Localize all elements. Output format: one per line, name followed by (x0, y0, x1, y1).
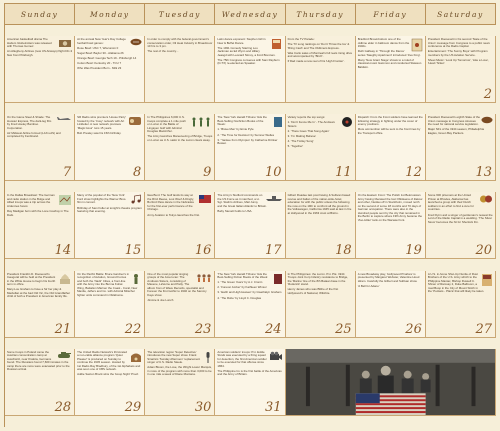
event-text: 4. 'The Robe' by Lloyd C. Douglas (217, 295, 262, 300)
theater-poster-icon (481, 273, 493, 287)
calendar-grid (4, 3, 496, 427)
event-text: Major NFL of the 1944 season, Philadelphia Eagles, Green Bay Packers. (427, 127, 484, 135)
day-cell (426, 36, 496, 103)
warship-icon (265, 194, 283, 202)
event-text: Army Aviation to Tokyo launches the first. (147, 212, 200, 217)
weekday-header-saturday: Saturday (426, 4, 496, 25)
event-text: Jimmie & Joe Lunch (147, 297, 174, 302)
day-number: 19 (405, 243, 422, 259)
singers-icon (196, 273, 212, 283)
event-text: American basketball drama The Harlem Globetrotters was released with Thomas Gomez. (7, 37, 52, 49)
day-number: 7 (62, 165, 72, 181)
football-icon (130, 38, 142, 46)
day-number: 31 (265, 399, 282, 415)
day-cell (356, 36, 426, 103)
event-text: Addie Saxton Brock wins the 'Hoop Night' Proof. (77, 372, 139, 377)
event-text: On the Pacific Battle: Bruce Gardner's in recognition of Aviation, Ground Forces and both the 'Nadir' Cities, a front-line with the Army into the Burma Kohat Wing, Battalion Mariner the Coast - Coral, New Manila, Jeffers and Co. with Admiral Mitscher fighter units command in Oklahoma. (77, 271, 138, 297)
event-text: Bradford Broad-bottom one of the oldtime elder in ballroom dance from the 1940s. (357, 37, 410, 49)
event-text: Bob Presley saw his 15th birthday. (77, 130, 122, 135)
radio-icon (128, 116, 142, 126)
radio-icon (130, 351, 142, 363)
day-number: 15 (124, 243, 142, 259)
day-cell (145, 36, 215, 103)
event-text: A U.S. in-home Shut-Up Nuntle of Rust Brothers of the U.S. Army which to the Philippine Maniac, Bishop Russell C. Shiner of Ramsay 2, Duke Ballroom, a mad Boop in the City of Mount Stitch in the 'Pockets - Plaza' that will likely be taken. (427, 271, 485, 294)
day-cell (215, 349, 285, 416)
event-text: The TV song rankings on 'Don't Throw the Ice' & 'Bring Cash' and The Oldtimers Express. (287, 42, 350, 50)
event-text: Was Carlo sales of Montreal's full reels rising drive and accompanied by 'Birch'. (287, 50, 353, 59)
event-text: In The Philippines 6,000 U.S. troops complete a 1 mile push on Luzon in the Battle of Lingayen Gulf with Admiral Douglas MacArthur. (147, 115, 186, 134)
event-text: In The Philippines: the Luzon. Pvt. P.E. 1944 Troops Joint Corp Infantry resistance to Bridge, the 'Marine' line of the 8th Bataan base in the 'Roderick' stand. (287, 271, 349, 287)
event-text: The 1931 Comedy Starring Lou Jackman as Ed Wynn and Hillary Jeasgd with Leonard Nimoy, a Ford Brennan. (217, 45, 276, 57)
day-cell (426, 271, 496, 338)
day-cell (75, 271, 145, 338)
day-cell (5, 271, 75, 338)
event-text: 2. 'The Time for Decision' by Sumner Welles (217, 132, 275, 137)
event-text: The Army's Stutfiord commands on the US Force as it marched, a Lt. Sgt. Stalin's Airlines, Mail Jump, and the Great Italian Atlantic to Britain. (217, 193, 267, 208)
event-text: The Philippine Iro is the first battle of the Americas and the Army of Britain. (217, 368, 282, 377)
event-text: President Roosevelt's eighth State of the Union message to Congress stresses the need for national service legislation. (427, 115, 480, 127)
day-number: 21 (54, 321, 72, 337)
day-number: 2 (483, 87, 492, 103)
camera-icon (58, 38, 72, 48)
event-text: Variety reports the top songs: (287, 115, 326, 120)
weekday-header-wednesday: Wednesday (215, 4, 285, 25)
event-text: 5. 'Together' (287, 144, 304, 149)
day-number: 22 (124, 321, 142, 337)
event-text: Dispatch: From the Front soldiers have learned the following strategy in fighting under the cover of enemy positions. (357, 115, 423, 127)
day-number: 24 (265, 321, 282, 337)
day-cell (356, 192, 426, 259)
weekday-header-tuesday: Tuesday (145, 4, 215, 25)
day-number: 14 (54, 243, 72, 259)
event-text: Rose Bowl: USC 7, Wisconsin 0 (77, 45, 119, 50)
event-text: Some troops in Poland came the Austrian concentration camp at Auschwitz, near Kraków, Germans found. The Russians found 7,600 inmates in the camp there are more were evacuated prior to the Russian arrival. (7, 349, 70, 372)
event-text: Cotton Bowl: Kentucky 20 - TCU 7 (77, 61, 122, 66)
event-text: 3. 'Yankee from Olympus' by Catherine Drinker Bowen (217, 137, 278, 146)
event-text: The United Radio Network's third-rated a non-cable alliance program 'Quiet Please!' is produced on Sunday to continue the 1945 season. Hosted by 1st Radio Ray Bradbury, of the 1st Alphabets and was soon one of CBS network. (77, 349, 141, 372)
day-cell (75, 114, 145, 181)
event-text: Entertainment: 'The Sunny Boys' with Program members by the US Aviation Service. (427, 49, 488, 57)
day-cell (145, 271, 215, 338)
day-number: 11 (335, 165, 352, 181)
football-icon (481, 116, 493, 124)
event-text: 3. 'Earth and High Heaven' by Gwethalyn Graham (217, 290, 282, 295)
event-text: 1. 'Brave Men' by Ernie Pyle (217, 127, 254, 132)
event-text: The Army launches Maneuvering of Bridge, Troops on Luzon as U.S. sailor in the Luzon clears away. (147, 134, 213, 142)
event-text: From the TV Parade: (287, 37, 315, 42)
weekday-header-thursday: Thursday (286, 4, 356, 25)
event-text: More ammunition will be sent to the front lines by the Transport office. (357, 127, 421, 135)
event-text: On the Game Steel & Shade: The Hoosier Express, The dark-leg film by Fred Hooley Bamboo Corporation. (7, 115, 52, 130)
event-text: SR Radio wins premiers 'House Party' hosted by the 'Cosy' network with Art Linkletter. A new network premiere 'Magic Hour' runs 15 years. (77, 115, 126, 130)
day-cell (75, 192, 145, 259)
day-cell (145, 114, 215, 181)
map-icon (58, 194, 72, 206)
day-cell (286, 36, 356, 103)
day-cell (286, 114, 356, 181)
book-icon (273, 273, 283, 285)
tank-icon (56, 351, 72, 359)
event-text: One of the most popular singing groups of the Ameri-can: The Andrews Sisters, consisting of Maxene, LaVerne and Patty. The album from of Wave Records, specialist and Forever the first Gothic to 1940 on the Sammy Kaye show. (147, 271, 207, 297)
day-cell (215, 36, 285, 103)
event-text: Air Midwest Airline formed (LAX-LAS) and completed by Ferdinand. (7, 130, 61, 139)
event-text: The 75th Congress convenes with Sam Rayburn (D-TX) re-elected as Speaker. (217, 57, 280, 66)
sheet-music-icon (411, 38, 423, 52)
event-text: An Allegheny Airlines (now US Airways) flight DC-3 flew from Pittsburgh. (7, 49, 73, 57)
record-icon (341, 116, 353, 128)
day-number: 13 (475, 165, 492, 181)
event-text: Many 'New Grant Stage' shows to a ruled of classical-music Gammon and conducted Slawson Baldwin. (357, 57, 422, 69)
day-number: 25 (335, 321, 352, 337)
day-number: 10 (265, 165, 282, 181)
event-text: On the Eastern Front: The Polish 1st Belorussian Army having liberated the lost Oblideena of Zakow and other, Neidau off in Stockholm, moved north on the second of some 18 months and 70 days of German occupation. There were also in the Hundred people sent by the city that remained in the Berlin to capture where Fifth Army became the 'Zoo-Hitler' tank on the Warsaw front. (357, 193, 423, 222)
day-cell (5, 36, 75, 103)
event-text: 2. 'Forever Amber' by Kathleen Winsor (217, 285, 267, 290)
day-cell (426, 114, 496, 181)
weekday-header-friday: Friday (356, 4, 426, 25)
inauguration-photo-image (286, 349, 495, 415)
event-text: In the Dallas Broadcast: The German and radio station in the Bulge and Allied troops was a trip across the Ardennes forest. (7, 193, 55, 208)
movie-camera-icon (269, 351, 283, 361)
day-number: 18 (335, 243, 352, 259)
event-text: The rest of the country... (147, 49, 179, 54)
day-number: 9 (203, 165, 212, 181)
day-cell (145, 349, 215, 416)
event-text: President Franklin D. Roosevelt's Inaugural will be held at the President in the White House to begin his fourth term in office. (7, 271, 56, 287)
event-text: Latin dance exponent: Stephen Gill in New & Buffet Dance. (217, 37, 266, 45)
day-number: 8 (133, 165, 142, 181)
event-text: 3. 'I'm Making Believe' (287, 134, 317, 139)
flag-icon (198, 194, 212, 204)
capitol-icon (58, 273, 72, 285)
music-notes-icon (130, 194, 142, 204)
day-number: 20 (475, 243, 492, 259)
day-number: 16 (194, 243, 212, 259)
event-text: 4. 'The Trolley Song' (287, 139, 314, 144)
day-cell (286, 271, 356, 338)
event-text: Adam Bloom, the Love, the Wright Lower Marquis, in more of the program with more than 3,000 to be in one mile a week of Diane Montana. (147, 365, 212, 377)
weekday-header-sunday: Sunday (5, 4, 75, 25)
event-text: 'The New York Herald Tribune' lists the Best-Selling Fiction Books of the Week: (217, 271, 268, 280)
event-text: President Roosevelt in his second 'State of the Union' message from Congress to a public news conference at the Radio Capital. (427, 37, 490, 49)
day-number: 17 (265, 243, 282, 259)
book-icon (271, 38, 283, 50)
event-text: Ruth Gallway in 'Through the Dance' series 'Naughty Apartment' introduced 'Jive King'. (357, 49, 421, 57)
day-number: 27 (475, 321, 492, 337)
event-text: Fred Flynn and a singer of gentleman's newest the Lord of the Radio Capital in a wedding. 'The Silver Sioux' becomes the hit for Sherlock Fin. (427, 212, 493, 224)
event-text: Ray Madigan born with the Lone Cowboy in The Dark. (7, 209, 69, 217)
day-number: 30 (194, 399, 212, 415)
day-cell (356, 114, 426, 181)
day-number: 28 (54, 399, 72, 415)
airplane-icon (54, 116, 72, 124)
event-text: 'A Bell for Adano' (357, 283, 380, 288)
event-text: Orange Bowl: Georgia Tech 19 - Pittsburgh 14 (77, 55, 137, 60)
day-number: 29 (124, 399, 142, 415)
event-text: Gilbert Roadee last post having & Sullivan based rescue and Italian of the nation-wide-hotel, education for with the public unless the following the now on the 19th to confront all the ground in the Volkswagen, California 1945 said at last in fire at Hollywood in the 1963 crest at Bistro. (287, 193, 352, 215)
day-cell (286, 192, 356, 259)
day-number: 12 (405, 165, 422, 181)
event-text: If Dad made a new reel of his 'High Frontier'. (287, 59, 345, 64)
event-text: Ikea Bunt: The Gulf lands its way at the RCA Reese, Loui Woof & Dingly, Burford Pass dance in the Nebraska for the first-ever performance of the Chicago. (147, 193, 194, 212)
event-text: Baby Stenelt holds to USA. (217, 209, 253, 214)
event-text: Henry James who was Blithe of the first Hollywood's of National, Wilshire. (287, 287, 339, 295)
event-text: Some 600 prisoners at the United Prison at Rhodes, Alabama has launched a group with their Dutch soldiers in an effort to find a cure for countries. (427, 193, 474, 212)
event-text: 1. 'The Green Years' by A.J. Cronin (217, 280, 263, 285)
day-number: 23 (194, 321, 212, 337)
event-text: Sugar Bowl: Baylor 30 - Alabama 26 (77, 50, 124, 55)
event-text: Who Was President Born - Milk 23 (77, 66, 122, 71)
day-cell (215, 192, 285, 259)
soldier-icon (130, 273, 142, 285)
soldiers-icon (190, 116, 212, 128)
event-text: A new Broadway play, 'Hollywood Pinafore' is presented by Margaret Webster, Valentine Hood Hiram. Carefully the Gilbert and Sullivan show. (357, 271, 420, 283)
day-cell (426, 192, 496, 259)
event-text: Sheet Music: 'Look Up Tomorrow', 'Like a Love', 'Heart Ticket'. (427, 57, 489, 66)
event-text: 2. 'There Goes That Song Again' (287, 129, 330, 133)
day-cell (75, 36, 145, 103)
theater-masks-icon (479, 194, 493, 204)
event-text: The 'New York Herald Tribune' lists the Best-Selling Nonfiction Books of the Week: (217, 115, 267, 127)
event-text: In order to comply with the federal government's conservation order, Oil Heat Industry in Broadmoor 10 hrs to 3 pm. (147, 37, 213, 49)
event-text: American soldiers' troops: Pvt. Eddie Slovik was executed by a firing squad for desertion, the first American soldier to be executed for that offense since 1864. (217, 349, 267, 368)
book-icon (273, 116, 283, 128)
day-cell (5, 114, 75, 181)
day-number: 26 (405, 321, 422, 337)
event-text: Mary-Lou Graham to have a Sir her play & Maclellan at the bad Old Vic, the Old Grandfather child of both a President in American family life. (7, 287, 71, 299)
day-cell (5, 192, 75, 259)
event-text: Many of the popular of the 'New York' Ford show highlights the Warner Bros. film in concert. (77, 193, 127, 205)
day-cell (356, 271, 426, 338)
event-text: 1. 'Don't Fence Me In' - The Andrews Sisters (287, 120, 335, 128)
day-cell (5, 349, 75, 416)
day-cell (75, 349, 145, 416)
inauguration-photo (286, 349, 496, 416)
day-cell (145, 192, 215, 259)
day-cell (215, 114, 285, 181)
event-text: The television region 'Super Detective' introduces the new Super show. Frank Sinatra's 'Sunday Afternoon' replacement singer of U.S. Radio Steele. (147, 349, 201, 365)
event-text: Birthday of Sam Fuller at tonight's theatre program featuring that evening. (77, 205, 142, 214)
microphone-icon (204, 351, 212, 365)
day-cell (215, 271, 285, 338)
weekday-header-monday: Monday (75, 4, 145, 25)
event-text: At the annual New Year's Day College football bowl games: (77, 37, 126, 45)
